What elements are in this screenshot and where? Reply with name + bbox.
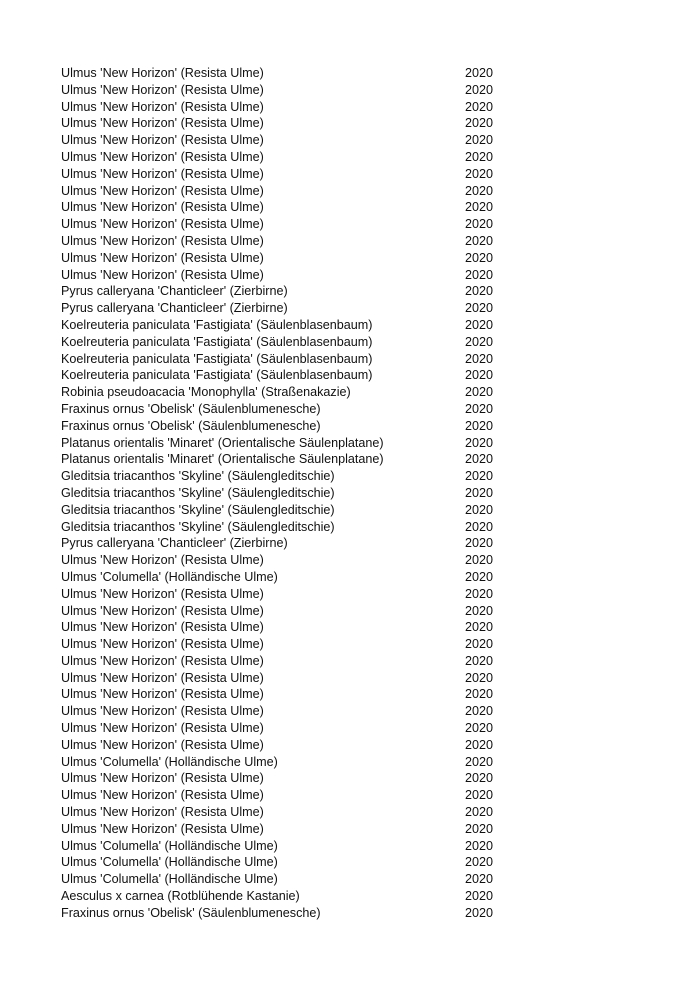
table-row [61,754,501,771]
tree-species-cell: Ulmus 'New Horizon' (Resista Ulme) [61,737,264,752]
tree-species-cell: Ulmus 'New Horizon' (Resista Ulme) [61,721,264,736]
tree-species-cell: Ulmus 'New Horizon' (Resista Ulme) [61,133,264,148]
table-row [61,283,501,300]
table-row [61,166,501,183]
year-cell: 2020 [465,66,494,80]
year-cell: 2020 [465,99,494,114]
tree-species-cell: Ulmus 'New Horizon' (Resista Ulme) [61,805,264,820]
table-row [61,367,501,384]
year-cell: 2020 [465,805,494,820]
tree-species-cell: Ulmus 'New Horizon' (Resista Ulme) [61,233,264,248]
year-cell: 2020 [465,771,494,786]
tree-species-cell: Ulmus 'New Horizon' (Resista Ulme) [61,670,264,685]
table-row [61,787,501,804]
table-row [61,82,501,99]
tree-species-cell: Ulmus 'Columella' (Holländische Ulme) [61,872,278,887]
year-cell: 2020 [465,519,494,534]
table-row [61,686,501,703]
table-row [61,720,501,737]
table-row [61,905,501,922]
tree-species-cell: Pyrus calleryana 'Chanticleer' (Zierbirne) [61,284,288,299]
table-row [61,703,501,720]
year-cell: 2020 [465,82,494,97]
table-row [61,384,501,401]
year-cell: 2020 [465,737,494,752]
year-cell: 2020 [465,889,494,904]
tree-species-cell: Ulmus 'New Horizon' (Resista Ulme) [61,637,264,652]
year-cell: 2020 [465,435,494,450]
table-row [61,552,501,569]
table-row [61,619,501,636]
tree-species-cell: Robinia pseudoacacia 'Monophylla' (Straßenakazie) [61,385,351,400]
year-cell: 2020 [465,267,494,282]
year-cell: 2020 [465,183,494,198]
table-row [61,115,501,132]
table-row [61,821,501,838]
year-cell: 2020 [465,317,494,332]
year-cell: 2020 [465,838,494,853]
table-row [61,603,501,620]
table-row [61,838,501,855]
year-cell: 2020 [465,301,494,316]
year-cell: 2020 [465,149,494,164]
year-cell: 2020 [465,569,494,584]
tree-species-cell: Ulmus 'New Horizon' (Resista Ulme) [61,66,264,80]
table-row [61,132,501,149]
tree-species-cell: Ulmus 'New Horizon' (Resista Ulme) [61,603,264,618]
tree-species-cell: Gleditsia triacanthos 'Skyline' (Säulengleditschie) [61,469,335,484]
table-row [61,233,501,250]
tree-species-cell: Aesculus x carnea (Rotblühende Kastanie) [61,889,300,904]
tree-species-cell: Ulmus 'New Horizon' (Resista Ulme) [61,788,264,803]
tree-species-cell: Koelreuteria paniculata 'Fastigiata' (Säulenblasenbaum) [61,351,373,366]
table-row [61,502,501,519]
year-cell: 2020 [465,788,494,803]
tree-list [61,65,501,922]
year-cell: 2020 [465,687,494,702]
year-cell: 2020 [465,553,494,568]
table-row [61,300,501,317]
tree-species-cell: Fraxinus ornus 'Obelisk' (Säulenblumenesche) [61,401,321,416]
tree-species-cell: Gleditsia triacanthos 'Skyline' (Säulengleditschie) [61,519,335,534]
year-cell: 2020 [465,821,494,836]
year-cell: 2020 [465,469,494,484]
year-cell: 2020 [465,368,494,383]
table-row [61,569,501,586]
tree-species-cell: Ulmus 'Columella' (Holländische Ulme) [61,855,278,870]
year-cell: 2020 [465,452,494,467]
year-cell: 2020 [465,670,494,685]
table-row [61,250,501,267]
tree-species-cell: Gleditsia triacanthos 'Skyline' (Säulengleditschie) [61,485,335,500]
year-cell: 2020 [465,872,494,887]
tree-species-cell: Koelreuteria paniculata 'Fastigiata' (Säulenblasenbaum) [61,368,373,383]
tree-species-cell: Ulmus 'Columella' (Holländische Ulme) [61,838,278,853]
table-row [61,770,501,787]
table-row [61,334,501,351]
tree-species-cell: Ulmus 'New Horizon' (Resista Ulme) [61,586,264,601]
table-row [61,468,501,485]
year-cell: 2020 [465,200,494,215]
tree-species-cell: Fraxinus ornus 'Obelisk' (Säulenblumenesche) [61,418,321,433]
tree-species-cell: Ulmus 'New Horizon' (Resista Ulme) [61,553,264,568]
year-cell: 2020 [465,334,494,349]
table-row [61,99,501,116]
year-cell: 2020 [465,418,494,433]
table-row [61,199,501,216]
table-row [61,418,501,435]
year-cell: 2020 [465,704,494,719]
year-cell: 2020 [465,284,494,299]
tree-species-cell: Ulmus 'New Horizon' (Resista Ulme) [61,267,264,282]
table-row [61,636,501,653]
table-row [61,401,501,418]
tree-species-cell: Ulmus 'New Horizon' (Resista Ulme) [61,620,264,635]
table-row [61,183,501,200]
table-row [61,804,501,821]
year-cell: 2020 [465,250,494,265]
year-cell: 2020 [465,536,494,551]
tree-species-cell: Ulmus 'Columella' (Holländische Ulme) [61,569,278,584]
tree-species-cell: Pyrus calleryana 'Chanticleer' (Zierbirne) [61,536,288,551]
table-row [61,351,501,368]
table-row [61,485,501,502]
year-cell: 2020 [465,855,494,870]
year-cell: 2020 [465,603,494,618]
tree-species-cell: Pyrus calleryana 'Chanticleer' (Zierbirne) [61,301,288,316]
table-row [61,317,501,334]
table-row [61,854,501,871]
tree-species-cell: Ulmus 'New Horizon' (Resista Ulme) [61,771,264,786]
tree-species-cell: Ulmus 'New Horizon' (Resista Ulme) [61,200,264,215]
table-row [61,888,501,905]
tree-species-cell: Koelreuteria paniculata 'Fastigiata' (Säulenblasenbaum) [61,334,373,349]
table-row [61,451,501,468]
table-row [61,535,501,552]
year-cell: 2020 [465,620,494,635]
year-cell: 2020 [465,502,494,517]
tree-species-cell: Ulmus 'New Horizon' (Resista Ulme) [61,116,264,131]
year-cell: 2020 [465,133,494,148]
year-cell: 2020 [465,485,494,500]
table-row [61,149,501,166]
tree-species-cell: Platanus orientalis 'Minaret' (Orientalische Säulenplatane) [61,452,384,467]
year-cell: 2020 [465,754,494,769]
year-cell: 2020 [465,166,494,181]
tree-species-cell: Koelreuteria paniculata 'Fastigiata' (Säulenblasenbaum) [61,317,373,332]
tree-species-cell: Ulmus 'Columella' (Holländische Ulme) [61,754,278,769]
tree-species-cell: Ulmus 'New Horizon' (Resista Ulme) [61,217,264,232]
table-row [61,737,501,754]
tree-species-cell: Fraxinus ornus 'Obelisk' (Säulenblumenesche) [61,905,321,920]
table-row [61,586,501,603]
tree-species-cell: Ulmus 'New Horizon' (Resista Ulme) [61,166,264,181]
year-cell: 2020 [465,351,494,366]
tree-species-cell: Ulmus 'New Horizon' (Resista Ulme) [61,821,264,836]
tree-species-cell: Ulmus 'New Horizon' (Resista Ulme) [61,653,264,668]
year-cell: 2020 [465,401,494,416]
year-cell: 2020 [465,217,494,232]
tree-species-cell: Ulmus 'New Horizon' (Resista Ulme) [61,704,264,719]
tree-species-cell: Ulmus 'New Horizon' (Resista Ulme) [61,250,264,265]
year-cell: 2020 [465,385,494,400]
year-cell: 2020 [465,653,494,668]
year-cell: 2020 [465,905,494,920]
tree-species-cell: Platanus orientalis 'Minaret' (Orientalische Säulenplatane) [61,435,384,450]
table-row [61,871,501,888]
year-cell: 2020 [465,233,494,248]
year-cell: 2020 [465,637,494,652]
tree-species-cell: Ulmus 'New Horizon' (Resista Ulme) [61,82,264,97]
table-row [61,65,501,82]
tree-species-cell: Ulmus 'New Horizon' (Resista Ulme) [61,99,264,114]
table-row [61,670,501,687]
tree-species-cell: Gleditsia triacanthos 'Skyline' (Säulengleditschie) [61,502,335,517]
table-row [61,216,501,233]
table-row [61,653,501,670]
year-cell: 2020 [465,721,494,736]
table-row [61,435,501,452]
tree-species-cell: Ulmus 'New Horizon' (Resista Ulme) [61,149,264,164]
tree-species-cell: Ulmus 'New Horizon' (Resista Ulme) [61,687,264,702]
tree-species-cell: Ulmus 'New Horizon' (Resista Ulme) [61,183,264,198]
year-cell: 2020 [465,586,494,601]
table-row [61,519,501,536]
year-cell: 2020 [465,116,494,131]
table-row [61,267,501,284]
